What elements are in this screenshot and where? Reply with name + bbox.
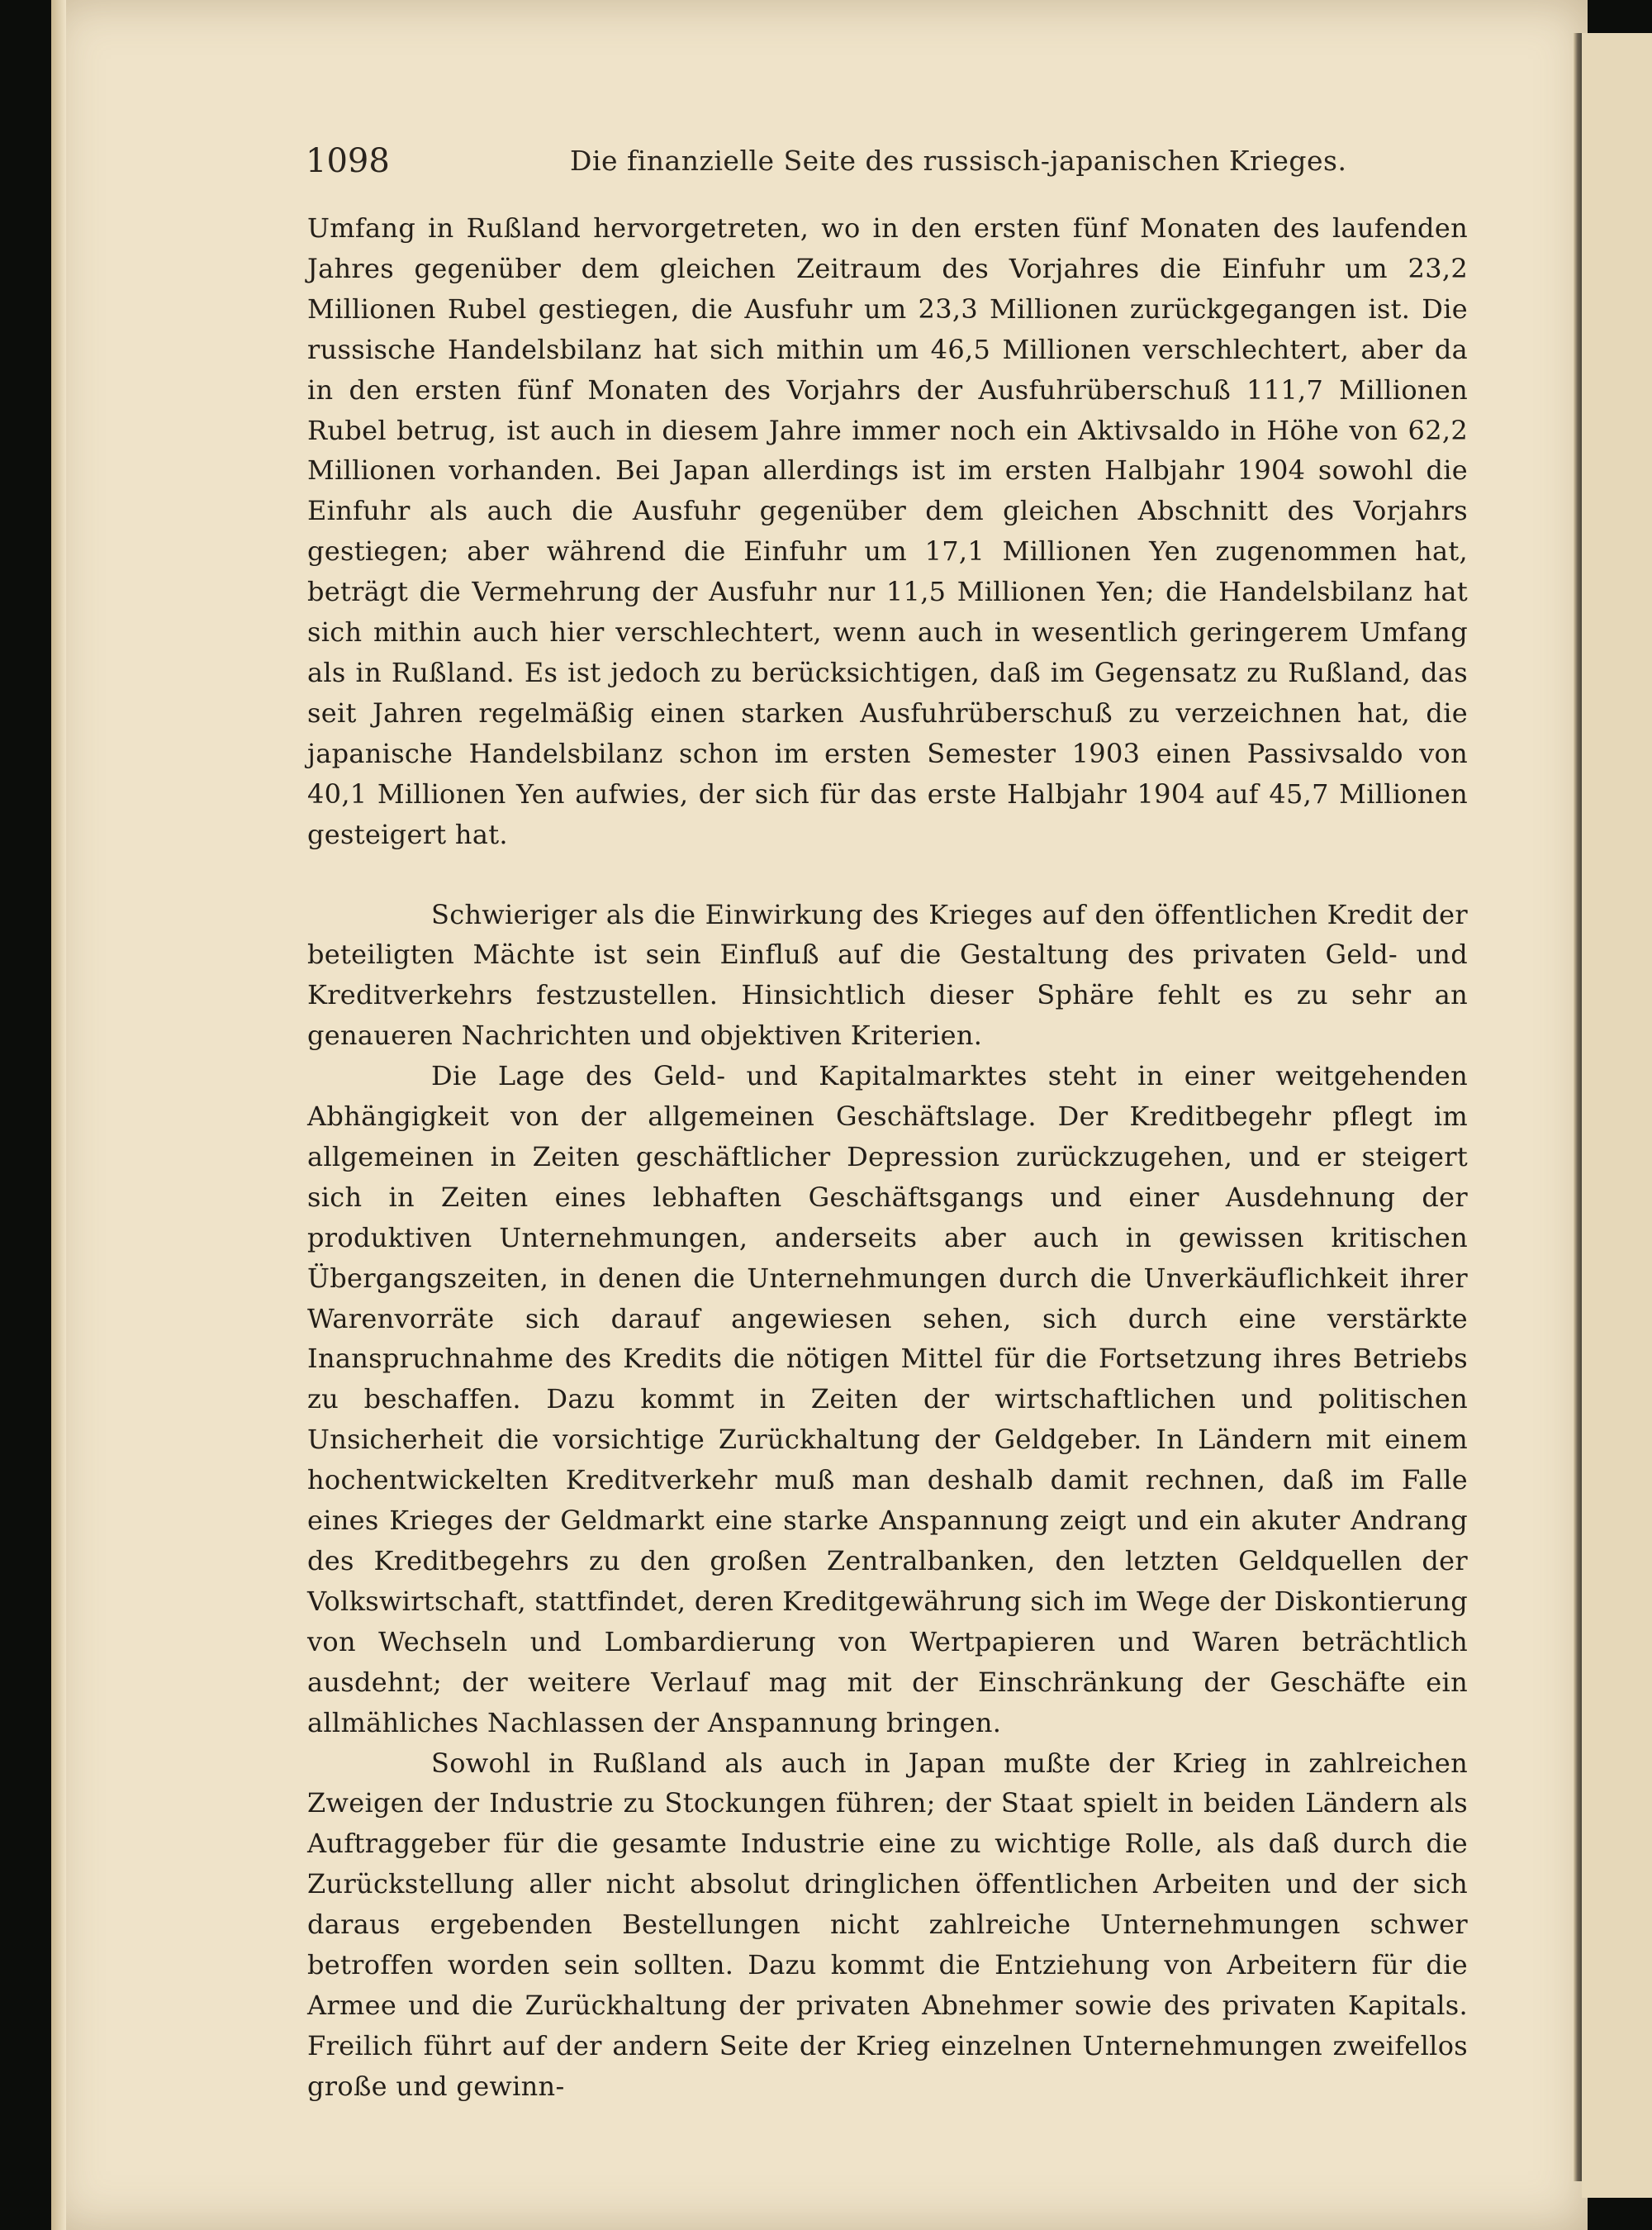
paragraph: Sowohl in Rußland als auch in Japan mußte der Krieg in zahlreichen Zweigen der Industrie zu Stockungen führen; der Staat spielt in beiden Ländern als Auftraggeber für die gesamte Industrie eine zu wichtige Rolle, als daß durch die Zurückstellung aller nicht absolut dringlichen öffentlichen Arbeiten und der sich daraus ergebenden Bestellungen nicht zahlreiche Unternehmungen schwer betroffen worden sein sollten. Dazu kommt die Entziehung von Arbeitern für die Armee und die Zurückhaltung der privaten Abnehmer sowie des privaten Kapitals. Freilich führt auf der andern Seite der Krieg einzelnen Unternehmungen zweifellos große und gewinn-	[307, 1747, 1468, 2102]
page-number: 1098	[306, 142, 390, 180]
adjacent-page-edge	[1582, 33, 1652, 2198]
book-gutter	[1574, 33, 1582, 2181]
paragraph: Die Lage des Geld- und Kapitalmarktes steht in einer weitgehenden Abhängigkeit von der allgemeinen Geschäftslage. Der Kreditbegehr pflegt im allgemeinen in Zeiten geschäftlicher Depression zurückzugehen, und er steigert sich in Zeiten eines lebhaften Geschäftsgangs und einer Ausdehnung der produktiven Unternehmungen, anderseits aber auch in gewissen kritischen Übergangszeiten, in denen die Unternehmungen durch die Unverkäuflichkeit ihrer Warenvorräte sich darauf angewiesen sehen, sich durch eine verstärkte Inanspruchnahme des Kredits die nötigen Mittel für die Fortsetzung ihres Betriebs zu beschaffen. Dazu kommt in Zeiten der wirtschaftlichen und politischen Unsicherheit die vorsichtige Zurückhaltung der Geldgeber. In Ländern mit einem hochentwickelten Kreditverkehr muß man deshalb damit rechnen, daß im Falle eines Krieges der Geldmarkt eine starke Anspannung zeigt und ein akuter Andrang des Kreditbegehrs zu den großen Zentralbanken, den letzten Geldquellen der Volkswirtschaft, stattfindet, deren Kreditgewährung sich im Wege der Diskontierung von Wechseln und Lombardierung von Wertpapieren und Waren beträchtlich ausdehnt; der weitere Verlauf mag mit der Einschränkung der Geschäfte ein allmähliches Nachlassen der Anspannung bringen.	[307, 1060, 1468, 1738]
paragraph: Schwieriger als die Einwirkung des Krieges auf den öffentlichen Kredit der beteiligten Mächte ist sein Einfluß auf die Gestaltung des privaten Geld- und Kreditverkehrs festzustellen. Hinsichtlich dieser Sphäre fehlt es zu sehr an genaueren Nachrichten und objektiven Kriterien.	[307, 898, 1468, 1052]
running-title: Die finanzielle Seite des russisch-japanischen Krieges.	[570, 145, 1347, 177]
page-edge-shadow	[51, 0, 66, 2230]
page-header	[306, 136, 1479, 186]
paragraph-continuation: Umfang in Rußland hervorgetreten, wo in den ersten fünf Monaten des laufenden Jahres gegenüber dem gleichen Zeitraum des Vorjahres die Einfuhr um 23,2 Millionen Rubel gestiegen, die Ausfuhr um 23,3 Millionen zurückgegangen ist. Die russische Handelsbilanz hat sich mithin um 46,5 Millionen verschlechtert, aber da in den ersten fünf Monaten des Vorjahrs der Ausfuhrüberschuß 111,7 Millionen Rubel betrug, ist auch in diesem Jahre immer noch ein Aktivsaldo in Höhe von 62,2 Millionen vorhanden. Bei Japan allerdings ist im ersten Halbjahr 1904 sowohl die Einfuhr als auch die Ausfuhr gegenüber dem gleichen Abschnitt des Vorjahrs gestiegen; aber während die Einfuhr um 17,1 Millionen Yen zugenommen hat, beträgt die Vermehrung der Ausfuhr nur 11,5 Millionen Yen; die Handelsbilanz hat sich mithin auch hier verschlechtert, wenn auch in wesentlich geringerem Umfang als in Rußland. Es ist jedoch zu berücksichtigen, daß im Gegensatz zu Rußland, das seit Jahren regelmäßig einen starken Ausfuhrüberschuß zu verzeichnen hat, die japanische Handelsbilanz schon im ersten Semester 1903 einen Passivsaldo von 40,1 Millionen Yen aufwies, der sich für das erste Halbjahr 1904 auf 45,7 Millionen gesteigert hat.	[307, 212, 1468, 850]
body-text	[307, 208, 1468, 2107]
